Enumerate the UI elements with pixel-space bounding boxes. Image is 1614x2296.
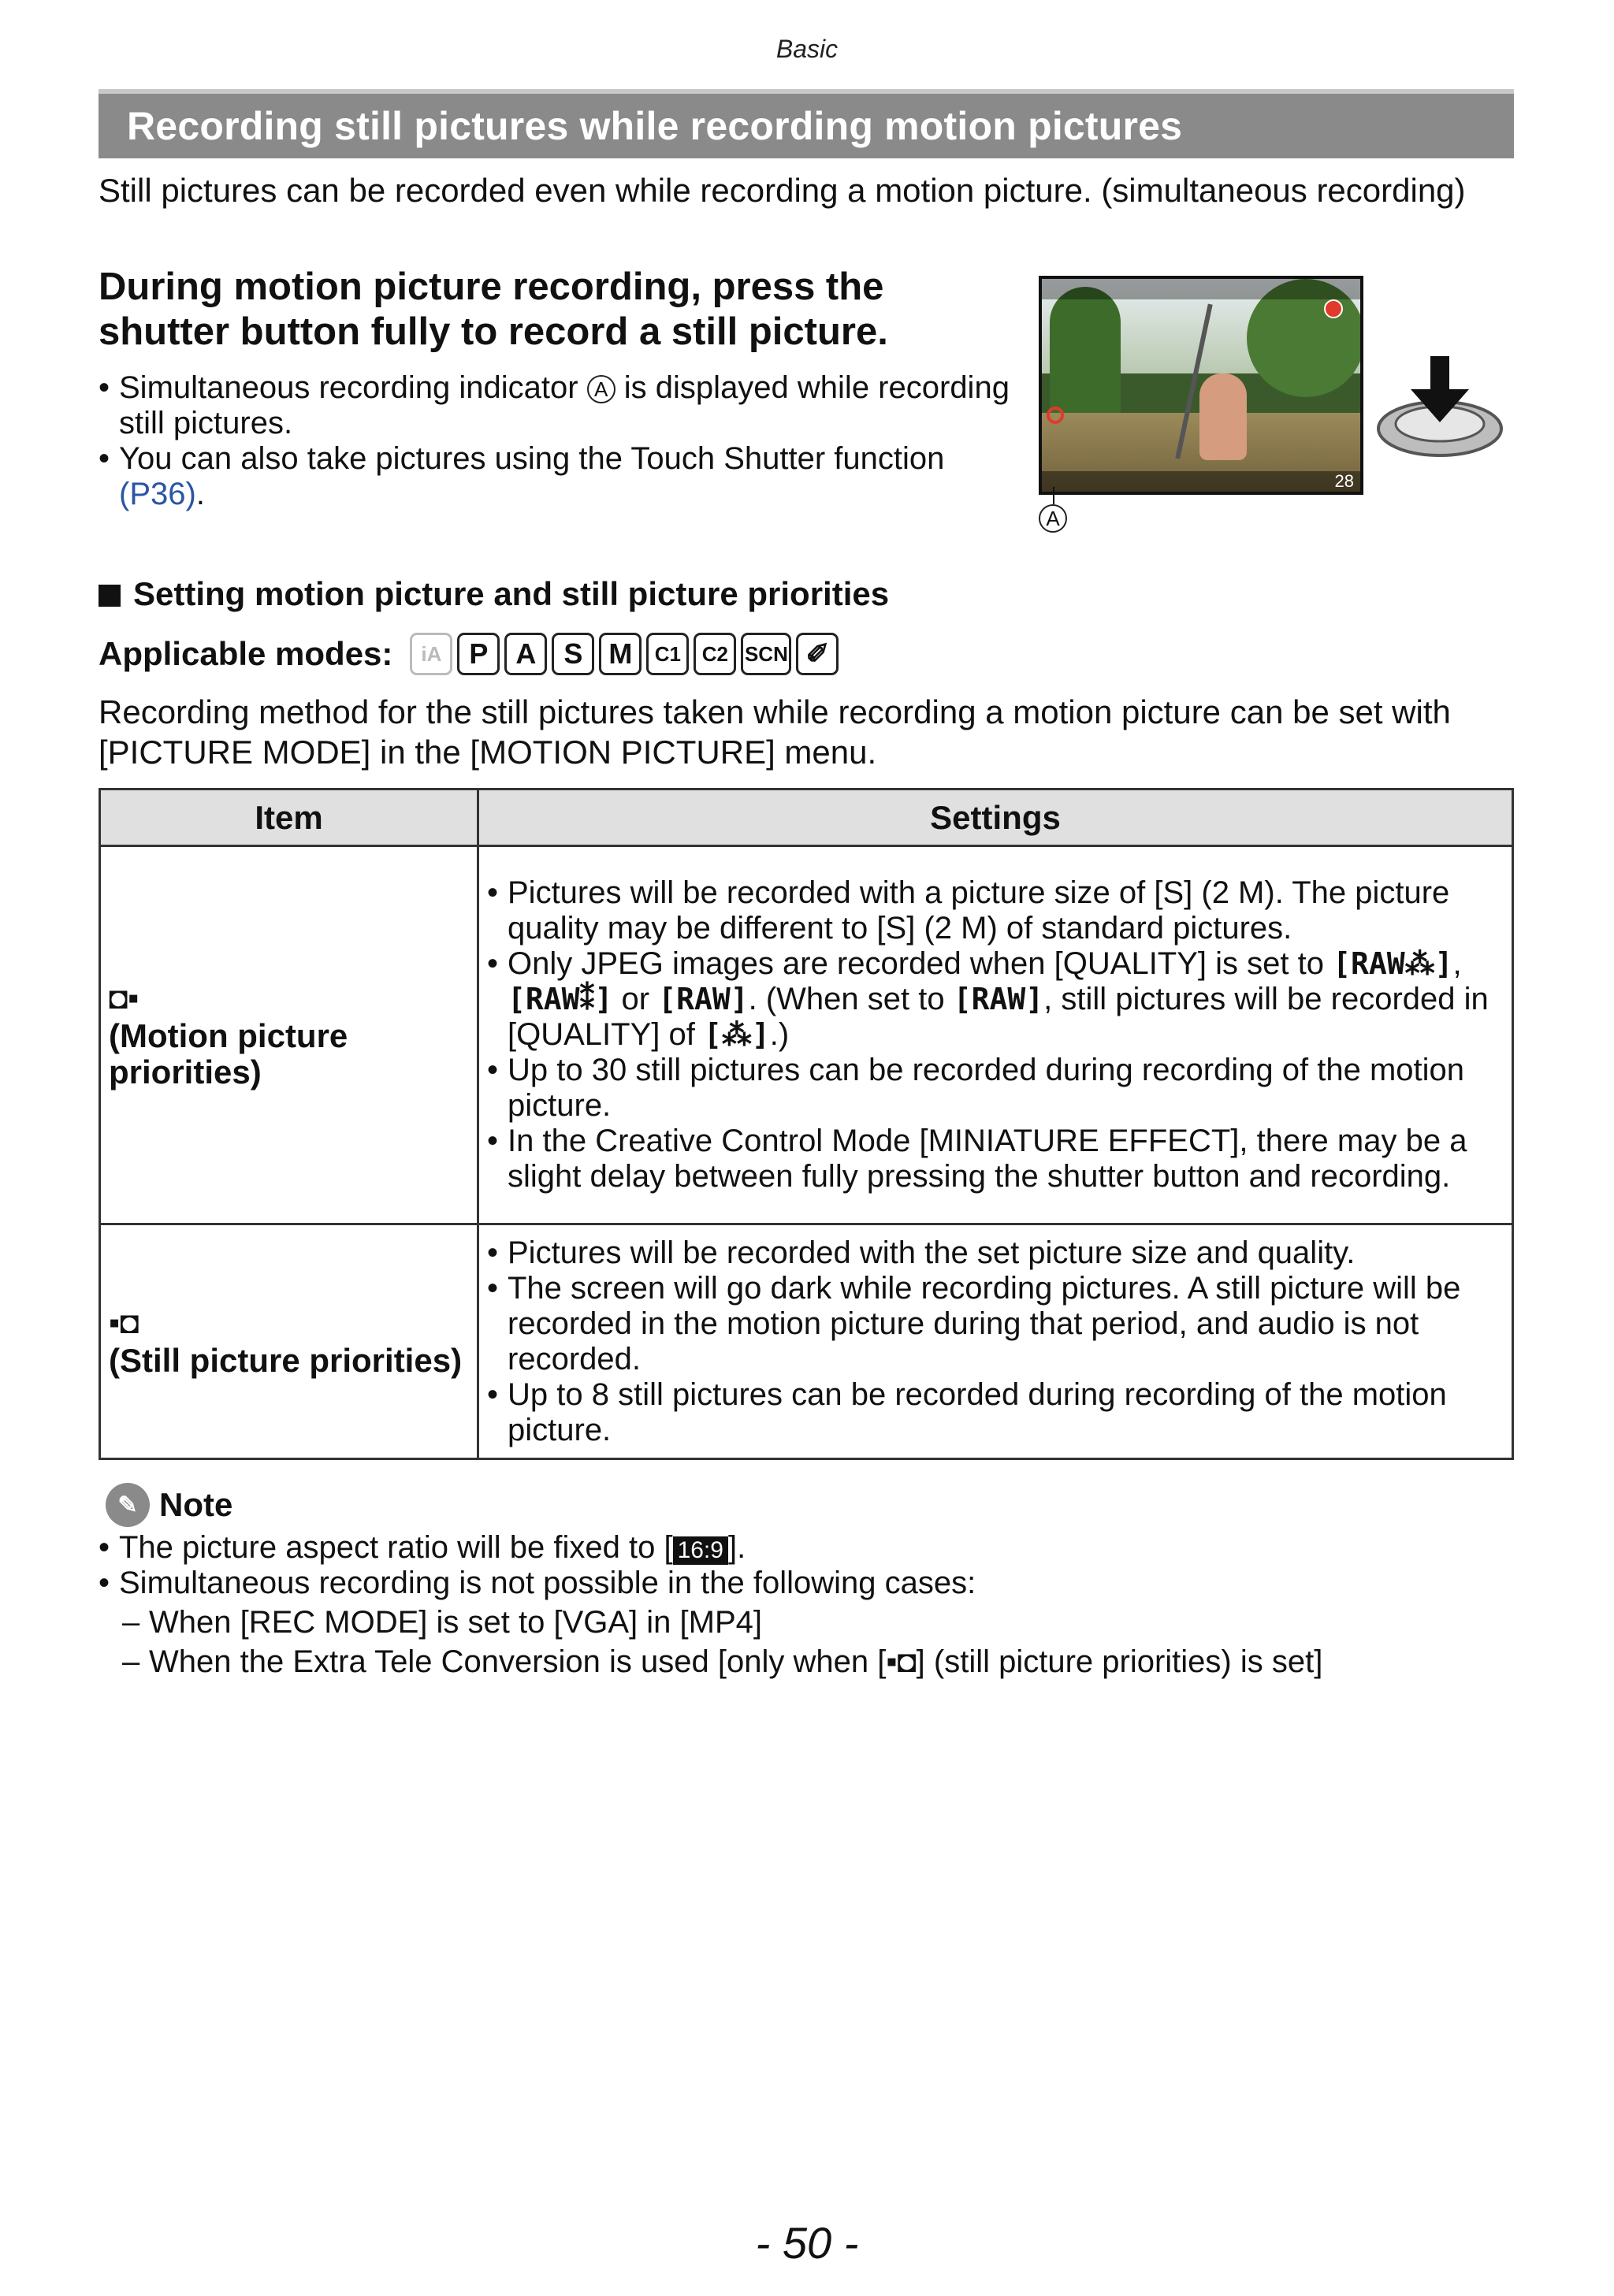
- setting-text: or: [621, 982, 650, 1016]
- still-priority-icon: ▪◘: [109, 1305, 139, 1340]
- bullet-touch-shutter: [99, 441, 1013, 512]
- note-list: [99, 1530, 1509, 1680]
- step-bullets: [99, 370, 1013, 512]
- raw-standard-icon: [RAW⁑]: [508, 982, 613, 1016]
- motion-priority-icon: ◘▪: [109, 980, 139, 1016]
- setting-text: , still pictures will be recorded in [QUALITY] of: [508, 982, 1489, 1052]
- section-label: Basic: [775, 35, 839, 63]
- page-number: - 50 -: [755, 2218, 859, 2268]
- note-subitem: [99, 1644, 1509, 1680]
- setting-bullet: • In the Creative Control Mode [MINIATURE EFFECT], there may be a slight delay between fully pressing the shutter button and recording.: [487, 1124, 1504, 1194]
- setting-text: ,: [1452, 946, 1462, 981]
- setting-bullet: • Up to 30 still pictures can be recorded during recording of the motion picture.: [487, 1053, 1504, 1124]
- table-header-settings: Settings: [478, 789, 1513, 846]
- setting-bullet: [487, 946, 1504, 1053]
- note-item: • Simultaneous recording is not possible in the following cases:: [99, 1566, 1509, 1601]
- table-row: [100, 1224, 1513, 1459]
- aspect-16-9-icon: 16:9: [673, 1536, 728, 1565]
- quality-fine-icon: [⁂]: [703, 1017, 770, 1052]
- note-title: Note: [159, 1486, 233, 1523]
- page-title: Recording still pictures while recording motion pictures: [127, 104, 1183, 148]
- table-item-cell: [100, 1224, 478, 1459]
- note-text: ].: [727, 1530, 746, 1565]
- settings-table: [99, 788, 1514, 1460]
- bullet-indicator-text: Simultaneous recording indicator: [119, 370, 578, 405]
- modes-label: Applicable modes:: [99, 635, 393, 672]
- table-settings-cell: [478, 846, 1513, 1224]
- bullet-indicator: [99, 370, 1013, 441]
- applicable-modes: [99, 630, 839, 678]
- bullet-touch-period: .: [195, 477, 205, 511]
- setting-text: Only JPEG images are recorded when [QUALITY] is set to: [508, 946, 1324, 981]
- raw-fine-icon: [RAW⁂]: [1333, 946, 1453, 981]
- mode-m-icon: M: [599, 633, 642, 675]
- raw-icon: [RAW]: [658, 982, 749, 1016]
- page-link-p36[interactable]: (P36): [119, 477, 196, 511]
- bullet-indicator-text-2: is displayed while recording still pictures.: [119, 370, 1010, 440]
- mode-p-icon: P: [457, 633, 500, 675]
- square-bullet-icon: [99, 585, 121, 607]
- note-subitem: – When [REC MODE] is set to [VGA] in [MP4]: [99, 1605, 1509, 1640]
- note-item: [99, 1530, 1509, 1566]
- subsection-heading-text: Setting motion picture and still picture priorities: [133, 575, 890, 612]
- simultaneous-recording-indicator-icon: [1047, 407, 1064, 424]
- raw-icon: [RAW]: [953, 982, 1044, 1016]
- mode-scn-icon: SCN: [741, 633, 791, 675]
- intro-paragraph: Still pictures can be recorded even while recording a motion picture. (simultaneous recording): [99, 172, 1466, 209]
- note-text: When the Extra Tele Conversion is used [only when [: [149, 1644, 887, 1679]
- method-description: Recording method for the still pictures taken while recording a motion picture can be set with [PICTURE MODE] in the [MOTION PICTURE] menu.: [99, 693, 1451, 771]
- table-row: [100, 846, 1513, 1224]
- mode-creative-control-icon: ✐: [796, 633, 839, 675]
- setting-text: .): [769, 1017, 790, 1052]
- table-settings-cell: [478, 1224, 1513, 1459]
- mode-ia-icon: iA: [410, 633, 452, 675]
- table-header-row: [100, 789, 1513, 846]
- callout-line: [1053, 487, 1054, 504]
- callout-a-label: A: [1039, 504, 1067, 533]
- setting-bullet: • Pictures will be recorded with the set picture size and quality.: [487, 1235, 1504, 1271]
- item-motion-picture-priorities: (Motion picture priorities): [109, 1016, 348, 1090]
- recording-dot-icon: [1324, 299, 1343, 318]
- table-header-item: Item: [100, 789, 478, 846]
- note-text: ] (still picture priorities) is set]: [916, 1644, 1323, 1679]
- note-heading: [106, 1483, 232, 1527]
- mode-s-icon: S: [552, 633, 594, 675]
- shutter-press-icon: [1373, 350, 1507, 460]
- pencil-icon: ✎: [106, 1483, 150, 1527]
- section-title-bar: [99, 89, 1514, 158]
- item-still-picture-priorities: (Still picture priorities): [109, 1341, 463, 1379]
- still-priority-icon: ▪◘: [886, 1644, 917, 1679]
- subsection-heading: [99, 575, 889, 613]
- table-item-cell: [100, 846, 478, 1224]
- setting-bullet: • Pictures will be recorded with a picture size of [S] (2 M). The picture quality may be different to [S] (2 M) of standard pictures.: [487, 875, 1504, 946]
- note-text: The picture aspect ratio will be fixed to [: [119, 1530, 673, 1565]
- camera-screen-image: [1039, 276, 1363, 495]
- setting-text: . (When set to: [748, 982, 945, 1016]
- setting-bullet: • The screen will go dark while recording pictures. A still picture will be recorded in the motion picture during that period, and audio is not recorded.: [487, 1271, 1504, 1377]
- setting-bullet: • Up to 8 still pictures can be recorded during recording of the motion picture.: [487, 1377, 1504, 1448]
- shots-remaining: 28: [1334, 471, 1354, 491]
- mode-c2-icon: C2: [694, 633, 736, 675]
- step-instruction: During motion picture recording, press the shutter button fully to record a still picture.: [99, 266, 888, 353]
- mode-a-icon: A: [504, 633, 547, 675]
- bullet-touch-text: You can also take pictures using the Touch Shutter function: [119, 441, 945, 476]
- indicator-a-icon: A: [587, 375, 615, 403]
- mode-c1-icon: C1: [646, 633, 689, 675]
